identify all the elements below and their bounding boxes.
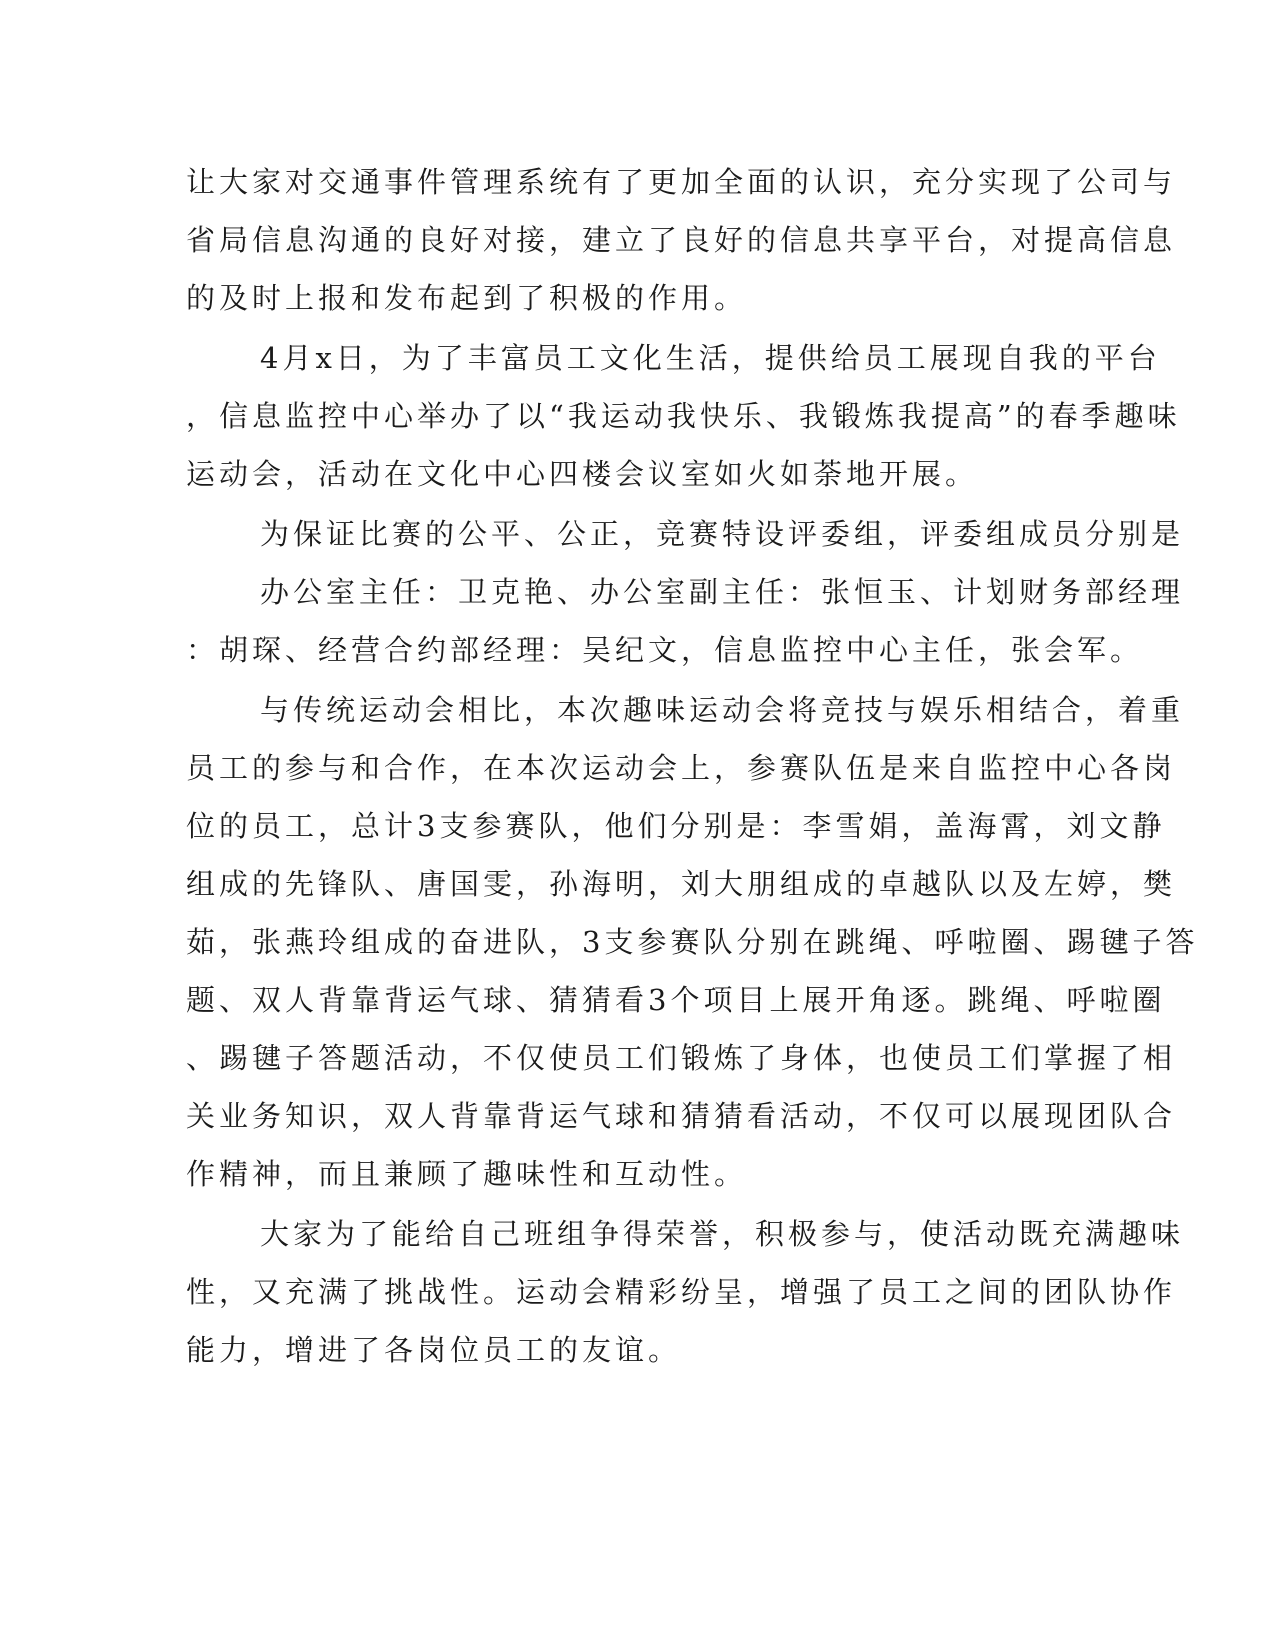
- text-line: 题、双人背靠背运气球、猜猜看3个项目上展开角逐。跳绳、呼啦圈: [186, 983, 1166, 1017]
- text-line: 省局信息沟通的良好对接，建立了良好的信息共享平台，对提高信息: [186, 223, 1177, 257]
- text-line: 位的员工，总计3支参赛队，他们分别是：李雪娟，盖海霄，刘文静: [186, 809, 1166, 843]
- text-line: 性，又充满了挑战性。运动会精彩纷呈，增强了员工之间的团队协作: [186, 1275, 1177, 1309]
- text-line: 作精神，而且兼顾了趣味性和互动性。: [186, 1157, 748, 1191]
- text-line: 组成的先锋队、唐国雯，孙海明，刘大朋组成的卓越队以及左婷，樊: [186, 867, 1177, 901]
- text-line: 大家为了能给自己班组争得荣誉，积极参与，使活动既充满趣味: [260, 1217, 1185, 1251]
- text-line: 员工的参与和合作，在本次运动会上，参赛队伍是来自监控中心各岗: [186, 751, 1177, 785]
- text-line: 、踢毽子答题活动，不仅使员工们锻炼了身体，也使员工们掌握了相: [186, 1041, 1177, 1075]
- text-line: 为保证比赛的公平、公正，竞赛特设评委组，评委组成员分别是: [260, 517, 1185, 551]
- text-line: 4月x日，为了丰富员工文化生活，提供给员工展现自我的平台: [260, 341, 1161, 375]
- text-line: ，信息监控中心举办了以“我运动我快乐、我锻炼我提高”的春季趣味: [186, 399, 1181, 433]
- text-line: 让大家对交通事件管理系统有了更加全面的认识，充分实现了公司与: [186, 165, 1177, 199]
- text-line: 与传统运动会相比，本次趣味运动会将竞技与娱乐相结合，着重: [260, 693, 1185, 727]
- text-line: 办公室主任：卫克艳、办公室副主任：张恒玉、计划财务部经理: [260, 575, 1185, 609]
- text-line: 关业务知识，双人背靠背运气球和猜猜看活动，不仅可以展现团队合: [186, 1099, 1177, 1133]
- text-line: 能力，增进了各岗位员工的友谊。: [186, 1333, 682, 1367]
- text-line: 茹，张燕玲组成的奋进队，3支参赛队分别在跳绳、呼啦圈、踢毽子答: [186, 925, 1199, 959]
- text-line: ：胡琛、经营合约部经理：吴纪文，信息监控中心主任，张会军。: [186, 633, 1144, 667]
- text-line: 的及时上报和发布起到了积极的作用。: [186, 281, 748, 315]
- text-line: 运动会，活动在文化中心四楼会议室如火如荼地开展。: [186, 457, 979, 491]
